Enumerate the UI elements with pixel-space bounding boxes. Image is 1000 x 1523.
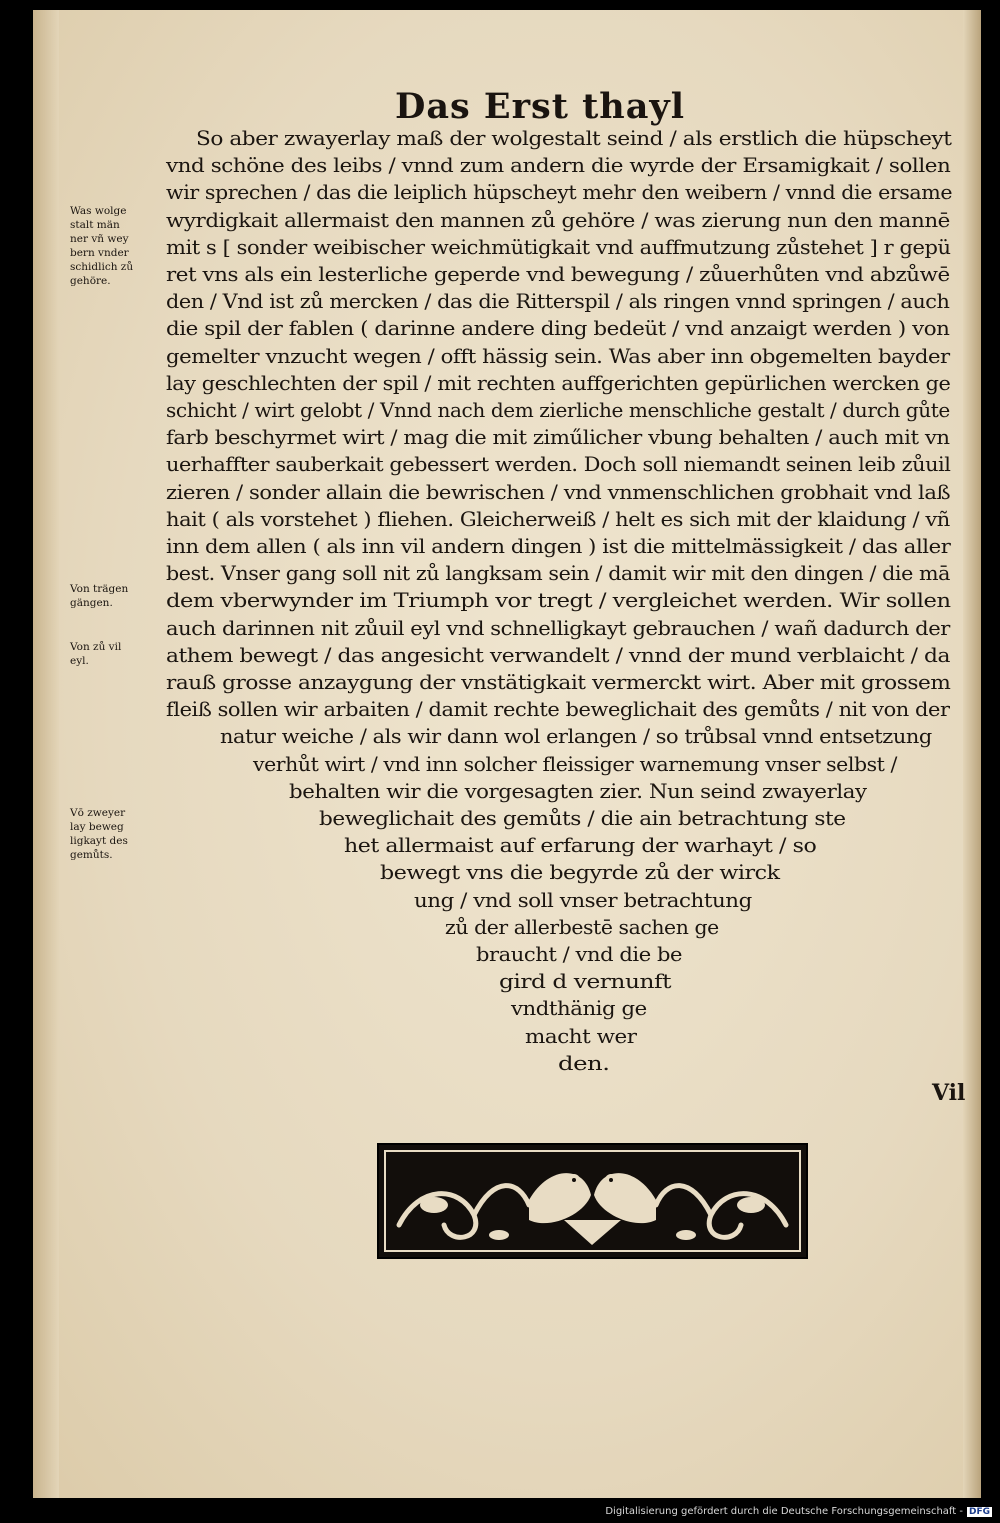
- margin-note: [70, 204, 133, 288]
- body-line: best. Vnser gang soll nit zů langksam sein / damit wir mit den dingen / die mā: [166, 562, 951, 586]
- page-gutter-shadow: [33, 10, 59, 1498]
- body-line: behalten wir die vorgesagten zier. Nun seind zwayerlay: [289, 779, 867, 803]
- credit-text: Digitalisierung gefördert durch die Deutsche Forschungsgemeinschaft -: [605, 1506, 963, 1517]
- body-line: uerhaffter sauberkait gebessert werden. Doch soll niemandt seinen leib zůuil: [166, 453, 951, 477]
- body-line: dem vberwynder im Triumph vor tregt / vergleichet werden. Wir sollen: [166, 589, 951, 613]
- body-line: ret vns als ein lesterliche geperde vnd bewegung / zůuerhůten vnd abzůwē: [166, 263, 950, 286]
- margin-note-line: gehöre.: [70, 275, 111, 287]
- body-line: braucht / vnd die be: [476, 943, 683, 966]
- margin-note-line: Vō zweyer: [70, 807, 126, 819]
- body-line: rauß grosse anzaygung der vnstätigkait vermerckt wirt. Aber mit grossem: [166, 671, 951, 694]
- body-line: natur weiche / als wir dann wol erlangen / so trůbsal vnnd entsetzung: [220, 725, 932, 749]
- body-line: lay geschlechten der spil / mit rechten auffgerichten gepürlichen wercken ge: [166, 371, 951, 395]
- margin-note-line: Von trägen: [70, 583, 129, 595]
- body-line: schicht / wirt gelobt / Vnnd nach dem zierliche menschliche gestalt / durch gůte: [166, 399, 950, 422]
- body-line: zieren / sonder allain die bewrischen / vnd vnmenschlichen grobhait vnd laß: [166, 480, 951, 504]
- margin-note-line: ligkayt des: [70, 835, 128, 847]
- margin-note-line: lay beweg: [70, 821, 124, 833]
- body-line: die spil der fablen ( darinne andere ding bedeüt / vnd anzaigt werden ) von: [166, 317, 950, 341]
- body-line: gemelter vnzucht wegen / offt hässig sein. Was aber inn obgemelten bayder: [166, 344, 950, 368]
- catchword: Vil: [932, 1080, 966, 1106]
- body-line: gird d vernunft: [499, 970, 672, 994]
- margin-note-line: gängen.: [70, 597, 113, 609]
- body-line: hait ( als vorstehet ) fliehen. Gleicherweiß / helt es sich mit der klaidung / vñ: [166, 507, 950, 531]
- body-line: vndthänig ge: [511, 997, 647, 1021]
- body-line: inn dem allen ( als inn vil andern dingen ) ist die mittelmässigkeit / das aller: [166, 535, 951, 558]
- body-line: So aber zwayerlay maß der wolgestalt seind / als erstlich die hüpscheyt: [196, 127, 952, 150]
- body-line: mit s [ sonder weibischer weichmütigkait vnd auffmutzung zůstehet ] r gepü: [166, 235, 951, 259]
- margin-note-line: stalt män: [70, 219, 120, 231]
- margin-note: [70, 640, 121, 668]
- body-line: vnd schöne des leibs / vnnd zum andern die wyrde der Ersamigkait / sollen: [166, 154, 951, 178]
- body-line: ung / vnd soll vnser betrachtung: [414, 888, 752, 912]
- margin-note-line: Was wolge: [70, 205, 127, 217]
- body-line: wir sprechen / das die leiplich hüpscheyt mehr den weibern / vnnd die ersame: [166, 181, 953, 205]
- margin-note: [70, 582, 128, 610]
- body-line: wyrdigkait allermaist den mannen zů gehöre / was zierung nun den mannē: [166, 208, 950, 232]
- running-header: Das Erst thayl: [395, 86, 686, 127]
- body-line: auch darinnen nit zůuil eyl vnd schnelligkayt gebrauchen / wañ dadurch der: [166, 616, 950, 640]
- margin-note: [70, 806, 128, 862]
- margin-note-line: schidlich zů: [70, 261, 134, 273]
- margin-note-line: Von zů vil: [70, 641, 122, 653]
- body-line: het allermaist auf erfarung der warhayt / so: [344, 834, 817, 858]
- margin-note-line: eyl.: [70, 655, 89, 667]
- margin-note-line: ner vñ wey: [70, 233, 129, 245]
- body-line: farb beschyrmet wirt / mag die mit ziműlicher vbung behalten / auch mit vn: [166, 426, 950, 450]
- body-line: bewegt vns die begyrde zů der wirck: [380, 861, 780, 885]
- page-edge-shadow: [963, 10, 981, 1498]
- dfg-logo: DFG: [968, 1507, 990, 1517]
- digitization-credit: [605, 1506, 992, 1517]
- body-line: verhůt wirt / vnd inn solcher fleissiger warnemung vnser selbst /: [253, 752, 897, 776]
- body-line: athem bewegt / das angesicht verwandelt / vnnd der mund verblaicht / da: [166, 643, 950, 667]
- body-line: fleiß sollen wir arbaiten / damit rechte beweglichait des gemůts / nit von der: [166, 698, 950, 722]
- ornament-drawing: [379, 1145, 806, 1257]
- body-line: den / Vnd ist zů mercken / das die Ritterspil / als ringen vnnd springen / auch: [166, 290, 950, 314]
- body-line: zů der allerbestē sachen ge: [445, 915, 719, 939]
- margin-note-line: bern vnder: [70, 247, 129, 259]
- body-line: beweglichait des gemůts / die ain betrachtung ste: [319, 807, 846, 830]
- body-line: macht wer: [525, 1024, 637, 1048]
- margin-note-line: gemůts.: [70, 849, 113, 861]
- body-line: den.: [558, 1051, 610, 1075]
- woodcut-ornament: [377, 1143, 808, 1259]
